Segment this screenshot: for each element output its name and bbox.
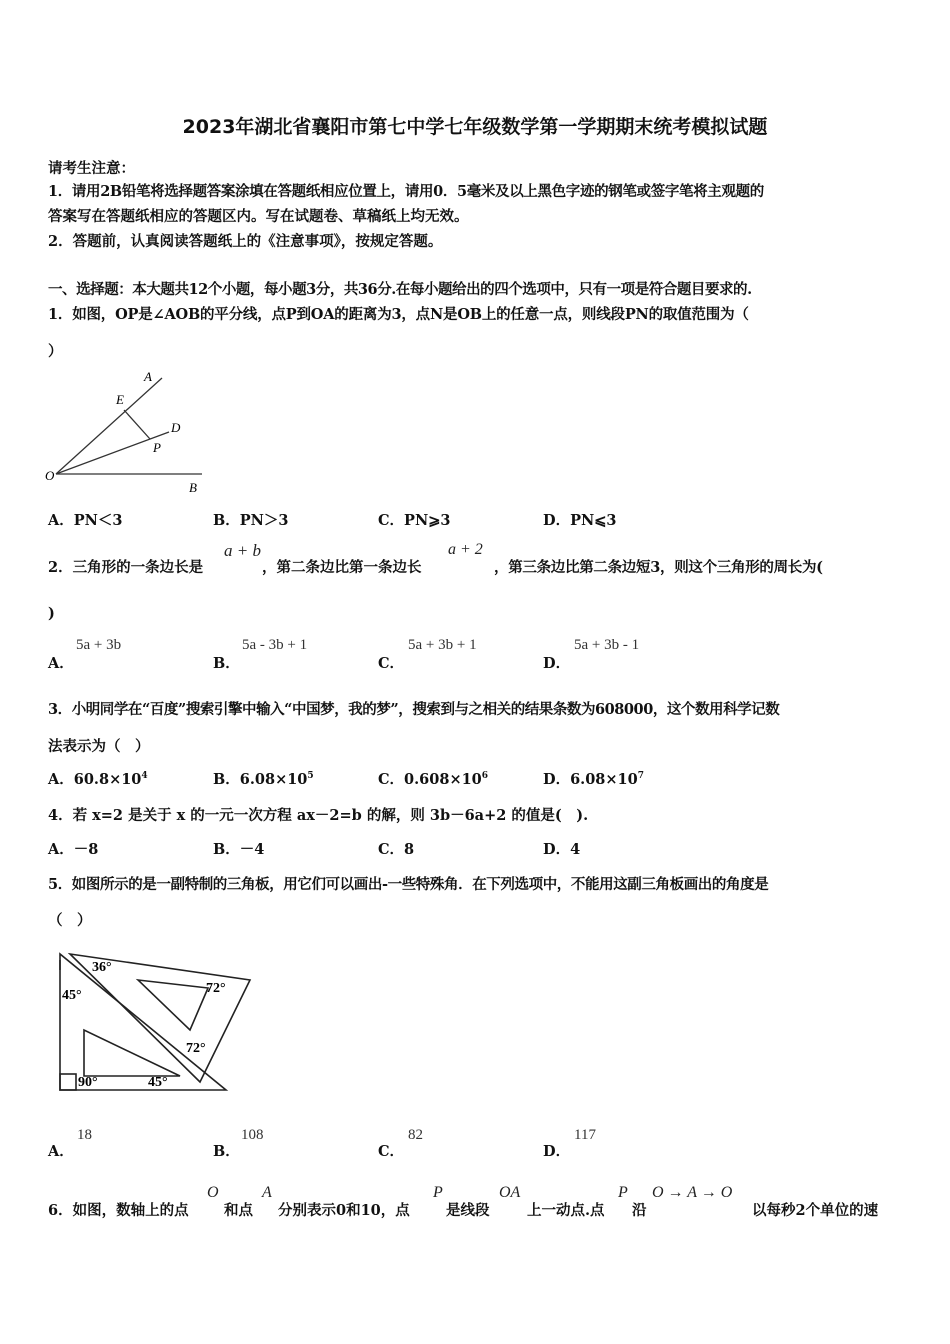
question-3-line2: 法表示为（ ） (48, 738, 150, 755)
q5-option-d-label: D． (543, 1143, 571, 1160)
q6-point-a: A (262, 1184, 272, 1201)
angle-90: 90° (78, 1075, 98, 1090)
triangle-rulers-figure (40, 944, 260, 1094)
q6-point-o: O (207, 1184, 219, 1201)
q2-option-c-label: C． (378, 655, 405, 672)
question-2-close: ) (48, 605, 55, 622)
q1-option-b: B．PN＞3 (213, 512, 289, 529)
q6-point-p: P (433, 1184, 443, 1201)
q5-option-b-value: 108 (241, 1127, 264, 1143)
label-b: B (189, 480, 197, 495)
label-o: O (45, 468, 55, 483)
q2-option-d-value: 5a + 3b - 1 (574, 637, 640, 653)
angle-45-top: 45° (62, 988, 82, 1003)
q2-option-a-label: A． (48, 655, 74, 672)
question-6-part3: 分别表示0和10，点 (278, 1202, 410, 1219)
q5-option-b-label: B． (213, 1143, 240, 1160)
q3-option-b: B．$6.08\times 10^5$ (213, 771, 314, 788)
q5-option-c-value: 82 (408, 1127, 423, 1143)
notice-line-2: 2．答题前，认真阅读答题纸上的《注意事项》，按规定答题。 (48, 233, 443, 250)
question-6-part1: 6．如图，数轴上的点 (48, 1202, 189, 1219)
question-2-part2: ，第二条边比第一条边长 (262, 559, 422, 576)
q2-expr-a-plus-b: a + b (224, 541, 261, 560)
q5-option-d-value: 117 (574, 1127, 596, 1143)
q2-option-a-value: 5a + 3b (76, 637, 122, 653)
angle-72-upper: 72° (206, 981, 226, 996)
q4-option-c: C．8 (378, 841, 415, 858)
angle-bisector-figure (44, 366, 214, 496)
question-6-part5: 上一动点.点 (527, 1202, 605, 1219)
q2-option-b-label: B． (213, 655, 240, 672)
q2-option-b-value: 5a - 3b + 1 (242, 637, 308, 653)
q1-option-c: C．PN⩾3 (378, 512, 451, 529)
question-1-text: 1．如图，OP是∠AOB的平分线，点P到OA的距离为3，点N是OB上的任意一点，则线段PN的取值范围为（ (48, 306, 749, 323)
label-e: E (116, 392, 124, 407)
q3-option-c: C．$0.608\times 10^6$ (378, 771, 489, 788)
q1-option-a: A．PN＜3 (48, 512, 123, 529)
question-6-part4: 是线段 (446, 1202, 490, 1219)
angle-72-lower: 72° (186, 1041, 206, 1056)
question-5-line1: 5．如图所示的是一副特制的三角板，用它们可以画出-一些特殊角．在下列选项中，不能用这副三角板画出的角度是 (48, 876, 769, 893)
label-a: A (144, 369, 152, 384)
q4-option-b: B．－4 (213, 841, 265, 858)
q2-expr-a-plus-2: a + 2 (448, 541, 483, 558)
angle-36: 36° (92, 960, 112, 975)
label-d: D (171, 420, 181, 435)
question-4-text: 4．若 x=2 是关于 x 的一元一次方程 ax－2=b 的解，则 3b－6a+2 的值是( ). (48, 807, 589, 824)
notice-line-1b: 答案写在答题纸相应的答题区内。写在试题卷、草稿纸上均无效。 (48, 208, 469, 225)
question-3-line1: 3．小明同学在“百度”搜索引擎中输入“中国梦，我的梦”，搜索到与之相关的结果条数为608000，这个数用科学记数 (48, 701, 780, 718)
q2-option-d-label: D． (543, 655, 571, 672)
question-2-part3: ，第三条边比第二条边短3，则这个三角形的周长为( (494, 559, 823, 576)
q3-option-a: A．$60.8\times 10^4$ (48, 771, 148, 788)
question-2-part1: 2．三角形的一条边长是 (48, 559, 204, 576)
page-title: 2023年湖北省襄阳市第七中学七年级数学第一学期期末统考模拟试题 (182, 116, 768, 138)
question-5-line2: （ ） (48, 912, 92, 929)
q5-option-c-label: C． (378, 1143, 405, 1160)
q1-option-d: D．PN⩽3 (543, 512, 617, 529)
q4-option-a: A．－8 (48, 841, 99, 858)
question-6-part6: 沿 (632, 1202, 647, 1219)
q4-option-d: D．4 (543, 841, 581, 858)
angle-45-bottom: 45° (148, 1075, 168, 1090)
q2-option-c-value: 5a + 3b + 1 (408, 637, 477, 653)
section-heading: 一、选择题：本大题共12个小题，每小题3分，共36分.在每小题给出的四个选项中，只有一项是符合题目要求的. (48, 281, 752, 298)
q5-option-a-value: 18 (77, 1127, 92, 1143)
notice-heading: 请考生注意： (48, 160, 135, 177)
question-6-part2: 和点 (224, 1202, 253, 1219)
q6-path: O → A → O (652, 1184, 733, 1201)
question-6-part7: 以每秒2个单位的速 (752, 1202, 879, 1219)
label-p: P (153, 440, 161, 455)
q3-option-d: D．$6.08\times 10^7$ (543, 771, 644, 788)
notice-line-1a: 1．请用2B铅笔将选择题答案涂填在答题纸相应位置上，请用0．5毫米及以上黑色字迹的钢笔或签字笔将主观题的 (48, 183, 764, 200)
question-1-close: ） (48, 343, 63, 360)
q6-segment-oa: OA (499, 1184, 521, 1201)
q5-option-a-label: A． (48, 1143, 74, 1160)
q6-point-p-2: P (618, 1184, 628, 1201)
